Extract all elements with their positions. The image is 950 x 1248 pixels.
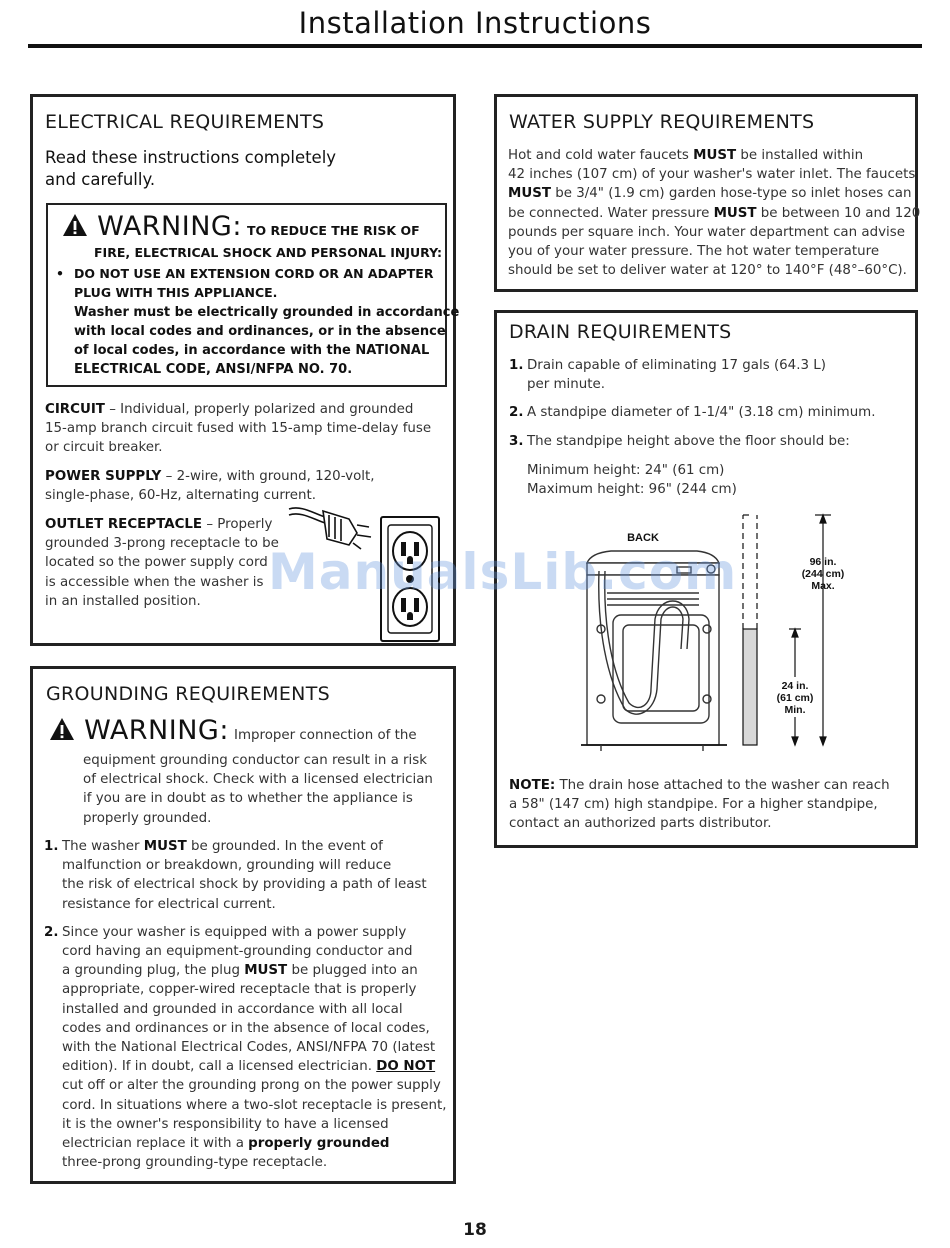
- grounding-warning-text: [83, 751, 433, 828]
- outlet-receptacle-label: OUTLET RECEPTACLE: [45, 517, 203, 532]
- list-item: [509, 403, 875, 422]
- drain-requirements-box: [494, 310, 918, 848]
- grounding-list: [44, 837, 446, 1181]
- item-number: 2.: [509, 405, 524, 421]
- water-text: 42 inches (107 cm) of your washer's water inlet. The faucets: [508, 167, 916, 183]
- warning-word: WARNING:: [97, 211, 242, 242]
- bullet-line: DO NOT USE AN EXTENSION CORD OR AN ADAPTER: [74, 266, 434, 281]
- warning-word: WARNING:: [84, 715, 229, 746]
- item-text: A standpipe diameter of 1-1/4" (3.18 cm) minimum.: [527, 405, 876, 421]
- washer-grounding-note: [74, 303, 459, 379]
- list-item: [44, 923, 446, 1173]
- electrical-intro: [45, 147, 336, 191]
- warning-bullet: [56, 264, 433, 302]
- item-text: per minute.: [527, 377, 605, 393]
- max-label-2: (244 cm): [801, 568, 845, 580]
- power-supply-paragraph: [45, 467, 375, 505]
- item-number: 3.: [509, 433, 524, 449]
- item-text: a grounding plug, the plug: [62, 963, 245, 979]
- water-heading: WATER SUPPLY REQUIREMENTS: [509, 111, 815, 133]
- circuit-text: 15-amp branch circuit fused with 15-amp time-delay fuse: [45, 421, 432, 437]
- note-text: The drain hose attached to the washer can reach: [555, 778, 890, 793]
- item-text: appropriate, copper-wired receptacle that is properly: [62, 982, 417, 998]
- warning-triangle-icon: [49, 717, 75, 741]
- min-label-1: 24 in.: [781, 680, 809, 692]
- power-text: single-phase, 60-Hz, alternating current.: [45, 488, 317, 504]
- note-label: NOTE:: [509, 778, 556, 793]
- water-text: be installed within: [736, 148, 864, 163]
- note-line: Washer must be electrically grounded in accordance: [74, 305, 460, 320]
- outlet-text: in an installed position.: [45, 593, 201, 609]
- must-emphasis: MUST: [143, 839, 187, 854]
- warning-text: of electrical shock. Check with a licensed electrician: [83, 772, 433, 788]
- grounding-heading: GROUNDING REQUIREMENTS: [46, 683, 330, 705]
- bullet-icon: •: [56, 266, 64, 281]
- item-text: Drain capable of eliminating 17 gals (64.3 L): [527, 358, 826, 373]
- electrical-heading: ELECTRICAL REQUIREMENTS: [45, 111, 325, 133]
- grounding-warning: [49, 715, 417, 746]
- outlet-text: – Properly: [202, 517, 273, 532]
- plug-outlet-illustration: [287, 503, 443, 643]
- item-text: cord. In situations where a two-slot receptacle is present,: [62, 1097, 447, 1113]
- max-label-1: 96 in.: [809, 556, 837, 568]
- item-number: 1.: [509, 358, 524, 373]
- water-text: pounds per square inch. Your water department can advise: [508, 224, 905, 240]
- list-item: [509, 432, 875, 500]
- water-text: be connected. Water pressure: [508, 205, 714, 221]
- water-text: should be set to deliver water at 120° to 140°F (48°–60°C).: [508, 263, 907, 279]
- standpipe-icon: [743, 515, 757, 745]
- drain-note: [509, 776, 890, 834]
- note-line: with local codes and ordinances, or in the absence: [74, 324, 446, 339]
- page-number: 18: [463, 1220, 487, 1240]
- standpipe-diagram: [577, 509, 845, 759]
- item-text: three-prong grounding-type receptacle.: [62, 1155, 328, 1171]
- must-emphasis: MUST: [693, 148, 737, 163]
- power-plug-icon: [289, 508, 371, 549]
- do-not-emphasis: DO NOT: [376, 1059, 436, 1075]
- item-text: installed and grounded in accordance with all local: [62, 1001, 403, 1017]
- water-text: you of your water pressure. The hot water temperature: [508, 244, 880, 260]
- grounding-requirements-box: [30, 666, 456, 1184]
- item-number: 1.: [44, 839, 59, 854]
- warning-line2: FIRE, ELECTRICAL SHOCK AND PERSONAL INJURY:: [94, 245, 443, 260]
- note-line: of local codes, in accordance with the NATIONAL: [74, 343, 430, 358]
- item-text: resistance for electrical current.: [62, 896, 276, 912]
- water-text: be between 10 and 120: [756, 205, 921, 221]
- water-supply-requirements-box: [494, 94, 921, 292]
- item-text: Since your washer is equipped with a power supply: [62, 924, 407, 940]
- max-label-3: Max.: [811, 580, 835, 592]
- item-text: The standpipe height above the floor should be:: [527, 433, 850, 449]
- item-text: cut off or alter the grounding prong on the power supply: [62, 1078, 441, 1094]
- warning-text: if you are in doubt as to whether the appliance is: [83, 791, 413, 807]
- outlet-receptacle-paragraph: [45, 515, 279, 611]
- circuit-text: or circuit breaker.: [45, 440, 163, 456]
- title-divider: [28, 44, 922, 48]
- watermark: ManualsLib.com: [268, 543, 738, 601]
- properly-grounded-emphasis: properly grounded: [248, 1136, 390, 1152]
- wall-outlet-icon: [381, 517, 439, 641]
- warning-text: Improper connection of the: [234, 728, 417, 743]
- bullet-line: PLUG WITH THIS APPLIANCE.: [74, 285, 278, 300]
- intro-line: Read these instructions completely: [45, 148, 337, 167]
- warning-text: properly grounded.: [83, 810, 212, 826]
- item-number: 2.: [44, 924, 59, 940]
- electrical-requirements-box: [30, 94, 460, 646]
- list-item: [509, 356, 875, 394]
- item-text: edition). If in doubt, call a licensed electrician.: [62, 1059, 377, 1075]
- warning-triangle-icon: [62, 213, 88, 237]
- water-paragraph: [508, 146, 920, 280]
- max-height-text: Maximum height: 96" (244 cm): [527, 482, 737, 498]
- item-text: malfunction or breakdown, grounding will reduce: [62, 858, 392, 874]
- note-line: ELECTRICAL CODE, ANSI/NFPA NO. 70.: [74, 362, 353, 377]
- circuit-label: CIRCUIT: [45, 402, 105, 417]
- water-text: Hot and cold water faucets: [508, 148, 694, 163]
- note-text: contact an authorized parts distributor.: [509, 816, 772, 832]
- outlet-text: is accessible when the washer is: [45, 574, 264, 590]
- drain-heading: DRAIN REQUIREMENTS: [509, 321, 732, 343]
- must-emphasis: MUST: [244, 963, 288, 979]
- intro-line: and carefully.: [45, 170, 156, 189]
- list-item: [44, 837, 446, 914]
- item-text: be plugged into an: [287, 963, 418, 979]
- warning-text: equipment grounding conductor can result in a risk: [83, 753, 427, 768]
- must-emphasis: MUST: [713, 205, 757, 221]
- item-text: codes and ordinances or in the absence of local codes,: [62, 1020, 430, 1036]
- min-height-text: Minimum height: 24" (61 cm): [527, 462, 725, 478]
- must-emphasis: MUST: [508, 186, 551, 202]
- warning-lead: TO REDUCE THE RISK OF: [247, 223, 420, 238]
- min-label-2: (61 cm): [776, 692, 814, 704]
- circuit-text: – Individual, properly polarized and grounded: [104, 402, 414, 417]
- power-text: – 2-wire, with ground, 120-volt,: [161, 469, 375, 484]
- item-text: cord having an equipment-grounding conductor and: [62, 944, 413, 960]
- outlet-text: grounded 3-prong receptacle to be: [45, 536, 279, 552]
- item-text: the risk of electrical shock by providing a path of least: [62, 877, 427, 893]
- back-label: BACK: [627, 532, 659, 544]
- page-title: Installation Instructions: [298, 6, 652, 40]
- note-text: a 58" (147 cm) high standpipe. For a higher standpipe,: [509, 797, 878, 813]
- circuit-paragraph: [45, 400, 431, 458]
- item-text: The washer: [62, 839, 144, 854]
- power-supply-label: POWER SUPPLY: [45, 469, 162, 484]
- item-text: be grounded. In the event of: [186, 839, 383, 854]
- item-text: electrician replace it with a: [62, 1136, 249, 1152]
- warning-title-row: [62, 211, 420, 242]
- max-height-dimension: [815, 515, 831, 745]
- electrical-warning-box: [46, 203, 460, 387]
- washer-icon: [581, 551, 727, 751]
- item-text: it is the owner's responsibility to have a licensed: [62, 1116, 389, 1132]
- min-label-3: Min.: [784, 704, 806, 716]
- outlet-text: located so the power supply cord: [45, 555, 268, 571]
- water-text: be 3/4" (1.9 cm) garden hose-type so inlet hoses can: [550, 186, 912, 202]
- drain-list: [509, 356, 875, 508]
- item-text: with the National Electrical Codes, ANSI/NFPA 70 (latest: [62, 1040, 436, 1056]
